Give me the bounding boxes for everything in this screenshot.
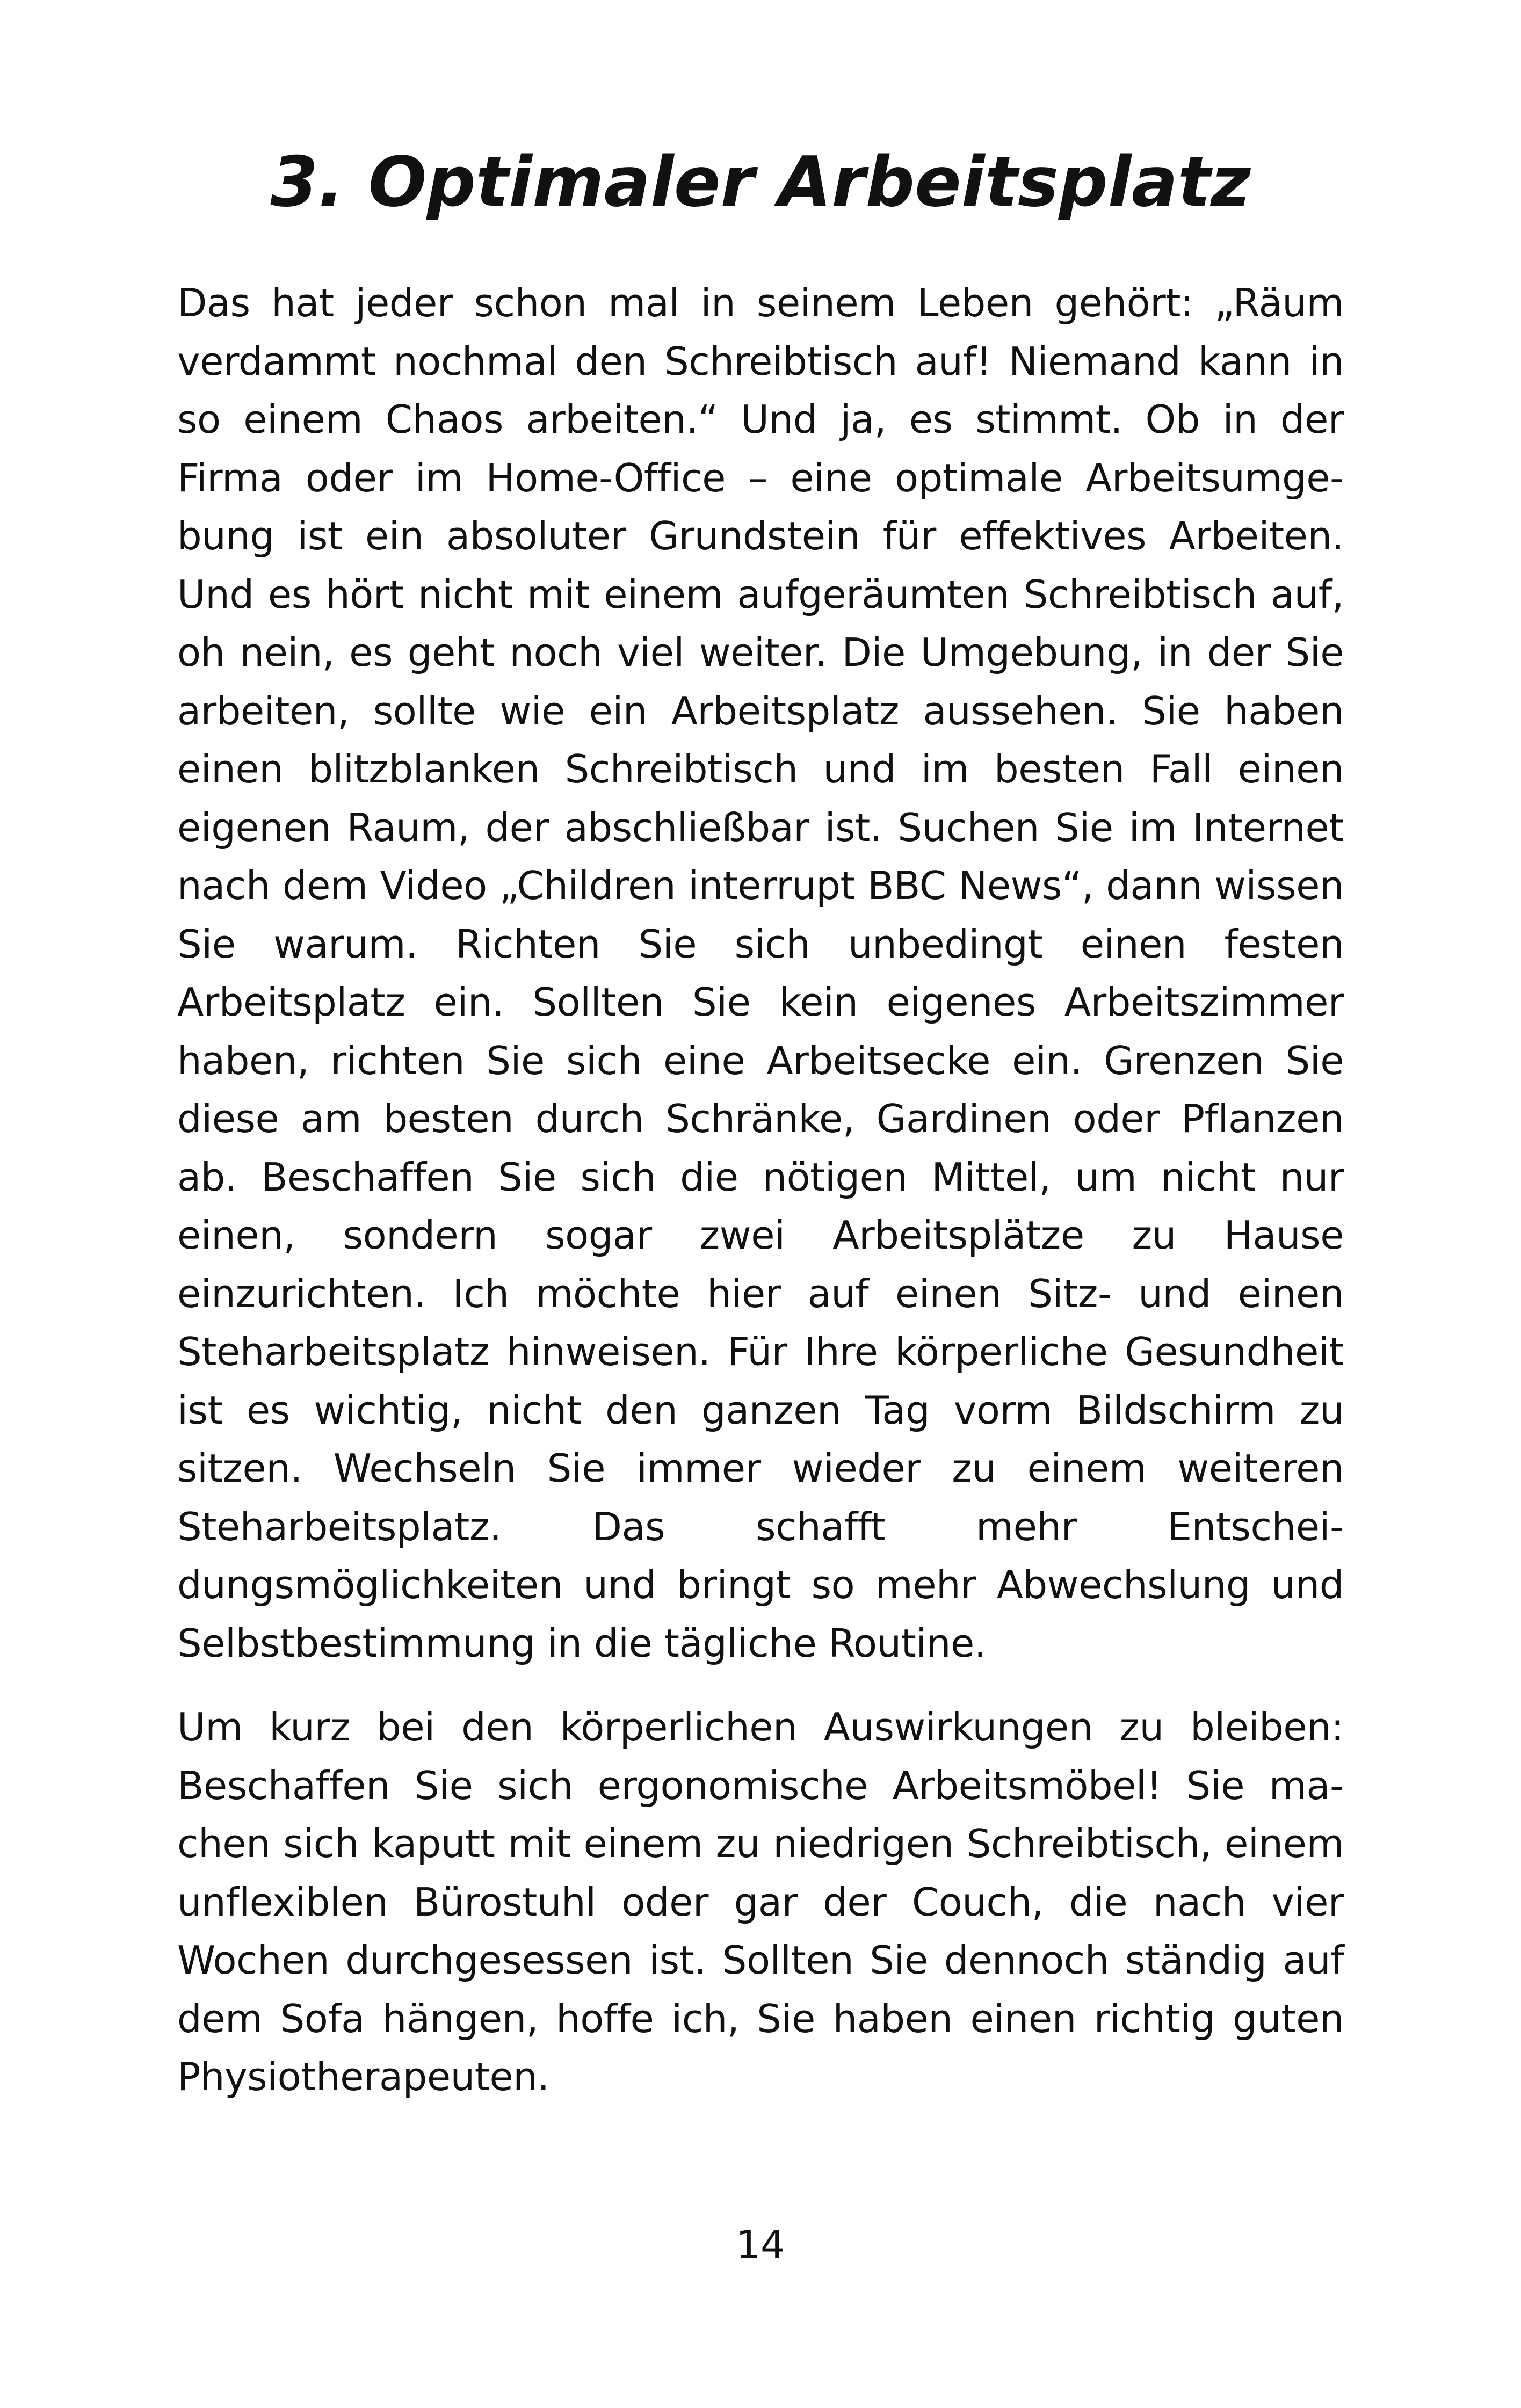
body-text bbox=[177, 274, 1344, 2106]
chapter-title: 3. Optimaler Arbeitsplatz bbox=[270, 142, 1251, 222]
paragraph-1: Das hat jeder schon mal in seinem Leben gehört: „Räum verdammt nochmal den Schreibtisch auf! Niemand kann in so einem Chaos arbeiten.“ Und ja, es stimmt. Ob in der Firma oder im Home-Office – eine optimale Arbeitsumgebung ist ein absoluter Grundstein für effektives Arbeiten. Und es hört nicht mit einem aufgeräumten Schreibtisch auf, oh nein, es geht noch viel weiter. Die Umgebung, in der Sie arbeiten, sollte wie ein Arbeitsplatz aussehen. Sie haben einen blitzblanken Schreibtisch und im besten Fall einen eigenen Raum, der abschließbar ist. Suchen Sie im Internet nach dem Video „Children interrupt BBC News“, dann wissen Sie warum. Richten Sie sich unbedingt einen festen Arbeitsplatz ein. Sollten Sie kein eigenes Arbeitszimmer haben, richten Sie sich eine Arbeitsecke ein. Grenzen Sie diese am besten durch Schränke, Gardinen oder Pflanzen ab. Beschaffen Sie sich die nötigen Mittel, um nicht nur einen, sondern sogar zwei Arbeitsplätze zu Hause einzurichten. Ich möchte hier auf einen Sitz- und einen Steharbeitsplatz hinweisen. Für Ihre körperliche Gesundheit ist es wichtig, nicht den ganzen Tag vorm Bildschirm zu sitzen. Wechseln Sie immer wieder zu einem weiteren Steharbeitsplatz. Das schafft mehr Entscheidungsmöglichkeiten und bringt so mehr Abwechslung und Selbstbestimmung in die tägliche Routine. bbox=[177, 280, 1344, 1666]
page-number: 14 bbox=[736, 2222, 785, 2267]
paragraph-2: Um kurz bei den körperlichen Auswirkungen zu bleiben: Beschaffen Sie sich ergonomische Arbeitsmöbel! Sie machen sich kaputt mit einem zu niedrigen Schreibtisch, einem unflexiblen Bürostuhl oder gar der Couch, die nach vier Wochen durchgesessen ist. Sollten Sie dennoch ständig auf dem Sofa hängen, hoffe ich, Sie haben einen richtig guten Physiotherapeuten. bbox=[177, 1705, 1344, 2099]
